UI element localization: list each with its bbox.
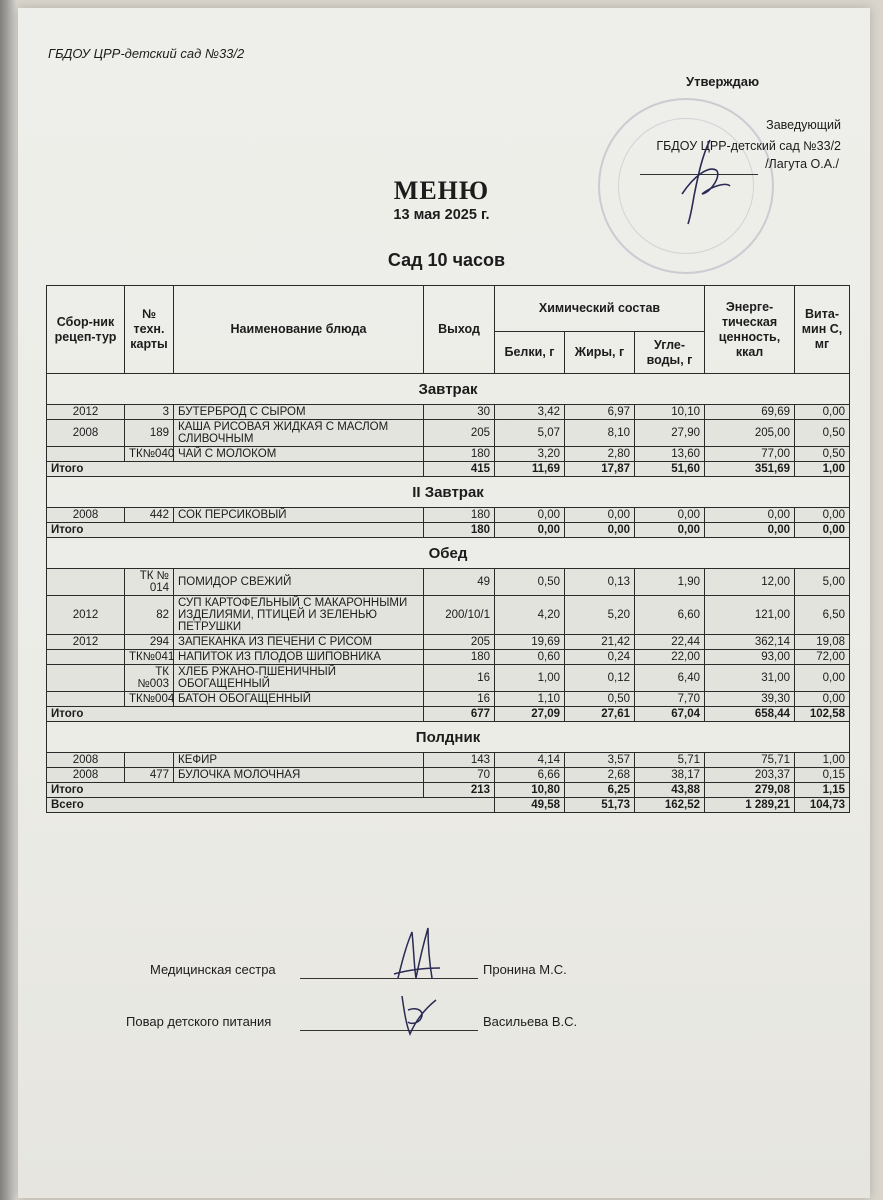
dish-fat: 0,13 [565, 569, 635, 596]
nurse-signature-line [300, 978, 478, 979]
dish-carbs: 6,40 [635, 665, 705, 692]
total-protein: 0,00 [495, 523, 565, 538]
grand-total-label: Всего [47, 798, 495, 813]
dish-carbs: 22,00 [635, 650, 705, 665]
dish-output: 16 [424, 692, 495, 707]
section-title: II Завтрак [47, 477, 850, 508]
dish-row [47, 405, 850, 420]
dish-output: 180 [424, 650, 495, 665]
total-carbs: 67,04 [635, 707, 705, 722]
total-protein: 11,69 [495, 462, 565, 477]
dish-energy: 205,00 [705, 420, 795, 447]
dish-output: 205 [424, 635, 495, 650]
tech-card-number: 294 [125, 635, 174, 650]
total-vitamin: 0,00 [795, 523, 850, 538]
dish-protein: 19,69 [495, 635, 565, 650]
recipe-collection: 2012 [47, 635, 125, 650]
dish-name: БАТОН ОБОГАЩЕННЫЙ [174, 692, 424, 707]
tech-card-number: 3 [125, 405, 174, 420]
col-output: Выход [424, 286, 495, 374]
dish-protein: 5,07 [495, 420, 565, 447]
total-fat: 0,00 [565, 523, 635, 538]
grand-total-fat: 51,73 [565, 798, 635, 813]
dish-name: БУТЕРБРОД С СЫРОМ [174, 405, 424, 420]
dish-vitamin: 72,00 [795, 650, 850, 665]
dish-row [47, 692, 850, 707]
section-title: Полдник [47, 722, 850, 753]
nurse-signature [392, 922, 442, 982]
dish-energy: 12,00 [705, 569, 795, 596]
total-output: 213 [424, 783, 495, 798]
dish-carbs: 5,71 [635, 753, 705, 768]
dish-vitamin: 0,15 [795, 768, 850, 783]
recipe-collection: 2008 [47, 768, 125, 783]
dish-carbs: 38,17 [635, 768, 705, 783]
dish-energy: 121,00 [705, 596, 795, 635]
total-output: 180 [424, 523, 495, 538]
tech-card-number: ТК №003 [125, 665, 174, 692]
dish-row [47, 596, 850, 635]
grand-total-protein: 49,58 [495, 798, 565, 813]
dish-fat: 8,10 [565, 420, 635, 447]
head-organization: ГБДОУ ЦРР-детский сад №33/2 [656, 139, 841, 153]
dish-output: 180 [424, 508, 495, 523]
recipe-collection [47, 665, 125, 692]
dish-protein: 6,66 [495, 768, 565, 783]
dish-carbs: 0,00 [635, 508, 705, 523]
dish-protein: 3,42 [495, 405, 565, 420]
dish-protein: 1,10 [495, 692, 565, 707]
dish-fat: 3,57 [565, 753, 635, 768]
dish-output: 205 [424, 420, 495, 447]
tech-card-number: ТК № 014 [125, 569, 174, 596]
dish-fat: 5,20 [565, 596, 635, 635]
col-card: № техн. карты [125, 286, 174, 374]
dish-carbs: 27,90 [635, 420, 705, 447]
recipe-collection [47, 650, 125, 665]
dish-row [47, 508, 850, 523]
menu-table [46, 285, 850, 813]
dish-protein: 4,20 [495, 596, 565, 635]
total-label: Итого [47, 783, 424, 798]
dish-name: ЗАПЕКАНКА ИЗ ПЕЧЕНИ С РИСОМ [174, 635, 424, 650]
dish-protein: 3,20 [495, 447, 565, 462]
recipe-collection: 2008 [47, 420, 125, 447]
dish-row [47, 768, 850, 783]
dish-fat: 2,68 [565, 768, 635, 783]
dish-output: 143 [424, 753, 495, 768]
tech-card-number: ТК№041 [125, 650, 174, 665]
col-vitamin: Вита-мин С, мг [795, 286, 850, 374]
tech-card-number: 189 [125, 420, 174, 447]
dish-vitamin: 0,50 [795, 447, 850, 462]
dish-row [47, 420, 850, 447]
section-row [47, 538, 850, 569]
grand-total-carbs: 162,52 [635, 798, 705, 813]
dish-name: СОК ПЕРСИКОВЫЙ [174, 508, 424, 523]
dish-fat: 0,00 [565, 508, 635, 523]
dish-row [47, 665, 850, 692]
dish-output: 180 [424, 447, 495, 462]
col-carbs: Угле-воды, г [635, 332, 705, 374]
dish-output: 200/10/1 [424, 596, 495, 635]
dish-carbs: 1,90 [635, 569, 705, 596]
total-fat: 27,61 [565, 707, 635, 722]
dish-energy: 39,30 [705, 692, 795, 707]
grand-total-vitamin: 104,73 [795, 798, 850, 813]
dish-vitamin: 0,00 [795, 665, 850, 692]
recipe-collection [47, 447, 125, 462]
total-label: Итого [47, 707, 424, 722]
dish-carbs: 6,60 [635, 596, 705, 635]
total-energy: 279,08 [705, 783, 795, 798]
col-energy: Энерге-тическая ценность, ккал [705, 286, 795, 374]
dish-vitamin: 0,00 [795, 508, 850, 523]
total-output: 677 [424, 707, 495, 722]
section-total-row [47, 523, 850, 538]
head-name: /Лагута О.А./ [765, 157, 839, 171]
section-title: Завтрак [47, 374, 850, 405]
tech-card-number: ТК№040 [125, 447, 174, 462]
dish-protein: 4,14 [495, 753, 565, 768]
head-role: Заведующий [766, 118, 841, 132]
dish-fat: 21,42 [565, 635, 635, 650]
col-protein: Белки, г [495, 332, 565, 374]
approval-heading: Утверждаю [686, 74, 760, 89]
dish-output: 49 [424, 569, 495, 596]
dish-carbs: 10,10 [635, 405, 705, 420]
dish-row [47, 447, 850, 462]
page-title: МЕНЮ [393, 176, 490, 205]
dish-name: ЧАЙ С МОЛОКОМ [174, 447, 424, 462]
total-vitamin: 102,58 [795, 707, 850, 722]
recipe-collection: 2012 [47, 405, 125, 420]
section-total-row [47, 707, 850, 722]
dish-fat: 0,50 [565, 692, 635, 707]
dish-vitamin: 6,50 [795, 596, 850, 635]
col-fat: Жиры, г [565, 332, 635, 374]
nurse-name: Пронина М.С. [483, 962, 567, 977]
dish-energy: 77,00 [705, 447, 795, 462]
section-row [47, 722, 850, 753]
dish-energy: 203,37 [705, 768, 795, 783]
dish-vitamin: 0,00 [795, 405, 850, 420]
dish-protein: 0,60 [495, 650, 565, 665]
dish-vitamin: 0,50 [795, 420, 850, 447]
dish-protein: 0,50 [495, 569, 565, 596]
section-title: Обед [47, 538, 850, 569]
dish-row [47, 635, 850, 650]
total-protein: 27,09 [495, 707, 565, 722]
recipe-collection: 2008 [47, 753, 125, 768]
grand-total-row [47, 798, 850, 813]
dish-carbs: 22,44 [635, 635, 705, 650]
dish-name: БУЛОЧКА МОЛОЧНАЯ [174, 768, 424, 783]
tech-card-number: 477 [125, 768, 174, 783]
cook-label: Повар детского питания [126, 1014, 272, 1029]
menu-date: 13 мая 2025 г. [393, 207, 490, 223]
dish-vitamin: 19,08 [795, 635, 850, 650]
col-collection: Сбор-ник рецеп-тур [47, 286, 125, 374]
dish-vitamin: 5,00 [795, 569, 850, 596]
dish-energy: 0,00 [705, 508, 795, 523]
total-carbs: 43,88 [635, 783, 705, 798]
dish-name: КЕФИР [174, 753, 424, 768]
dish-energy: 93,00 [705, 650, 795, 665]
dish-name: ХЛЕБ РЖАНО-ПШЕНИЧНЫЙ ОБОГАЩЕННЫЙ [174, 665, 424, 692]
nurse-label: Медицинская сестра [150, 962, 276, 977]
dish-protein: 0,00 [495, 508, 565, 523]
section-row [47, 374, 850, 405]
dish-carbs: 13,60 [635, 447, 705, 462]
cook-name: Васильева В.С. [483, 1014, 578, 1029]
dish-protein: 1,00 [495, 665, 565, 692]
organization-name: ГБДОУ ЦРР-детский сад №33/2 [48, 46, 245, 61]
dish-vitamin: 0,00 [795, 692, 850, 707]
dish-output: 70 [424, 768, 495, 783]
total-protein: 10,80 [495, 783, 565, 798]
dish-carbs: 7,70 [635, 692, 705, 707]
total-vitamin: 1,15 [795, 783, 850, 798]
dish-energy: 31,00 [705, 665, 795, 692]
dish-name: НАПИТОК ИЗ ПЛОДОВ ШИПОВНИКА [174, 650, 424, 665]
dish-name: ПОМИДОР СВЕЖИЙ [174, 569, 424, 596]
cook-signature [392, 990, 442, 1040]
total-output: 415 [424, 462, 495, 477]
section-total-row [47, 462, 850, 477]
total-vitamin: 1,00 [795, 462, 850, 477]
dish-output: 16 [424, 665, 495, 692]
dish-row [47, 569, 850, 596]
recipe-collection [47, 692, 125, 707]
col-chemical: Химический состав [495, 286, 705, 332]
menu-table-body [47, 374, 850, 813]
tech-card-number: 442 [125, 508, 174, 523]
total-carbs: 51,60 [635, 462, 705, 477]
tech-card-number: 82 [125, 596, 174, 635]
total-label: Итого [47, 462, 424, 477]
cook-signature-line [300, 1030, 478, 1031]
dish-fat: 0,24 [565, 650, 635, 665]
dish-vitamin: 1,00 [795, 753, 850, 768]
dish-row [47, 753, 850, 768]
total-carbs: 0,00 [635, 523, 705, 538]
dish-fat: 2,80 [565, 447, 635, 462]
dish-fat: 6,97 [565, 405, 635, 420]
dish-energy: 75,71 [705, 753, 795, 768]
section-row [47, 477, 850, 508]
dish-name: СУП КАРТОФЕЛЬНЫЙ С МАКАРОННЫМИ ИЗДЕЛИЯМИ, ПТИЦЕЙ И ЗЕЛЕНЬЮ ПЕТРУШКИ [174, 596, 424, 635]
dish-energy: 362,14 [705, 635, 795, 650]
dish-row [47, 650, 850, 665]
tech-card-number [125, 753, 174, 768]
total-label: Итого [47, 523, 424, 538]
tech-card-number: ТК№004 [125, 692, 174, 707]
recipe-collection [47, 569, 125, 596]
total-energy: 0,00 [705, 523, 795, 538]
recipe-collection: 2012 [47, 596, 125, 635]
total-fat: 17,87 [565, 462, 635, 477]
dish-fat: 0,12 [565, 665, 635, 692]
total-fat: 6,25 [565, 783, 635, 798]
dish-name: КАША РИСОВАЯ ЖИДКАЯ С МАСЛОМ СЛИВОЧНЫМ [174, 420, 424, 447]
menu-subtitle: Сад 10 часов [387, 250, 506, 270]
dish-output: 30 [424, 405, 495, 420]
recipe-collection: 2008 [47, 508, 125, 523]
section-total-row [47, 783, 850, 798]
grand-total-energy: 1 289,21 [705, 798, 795, 813]
total-energy: 351,69 [705, 462, 795, 477]
total-energy: 658,44 [705, 707, 795, 722]
dish-energy: 69,69 [705, 405, 795, 420]
col-dish-name: Наименование блюда [174, 286, 424, 374]
